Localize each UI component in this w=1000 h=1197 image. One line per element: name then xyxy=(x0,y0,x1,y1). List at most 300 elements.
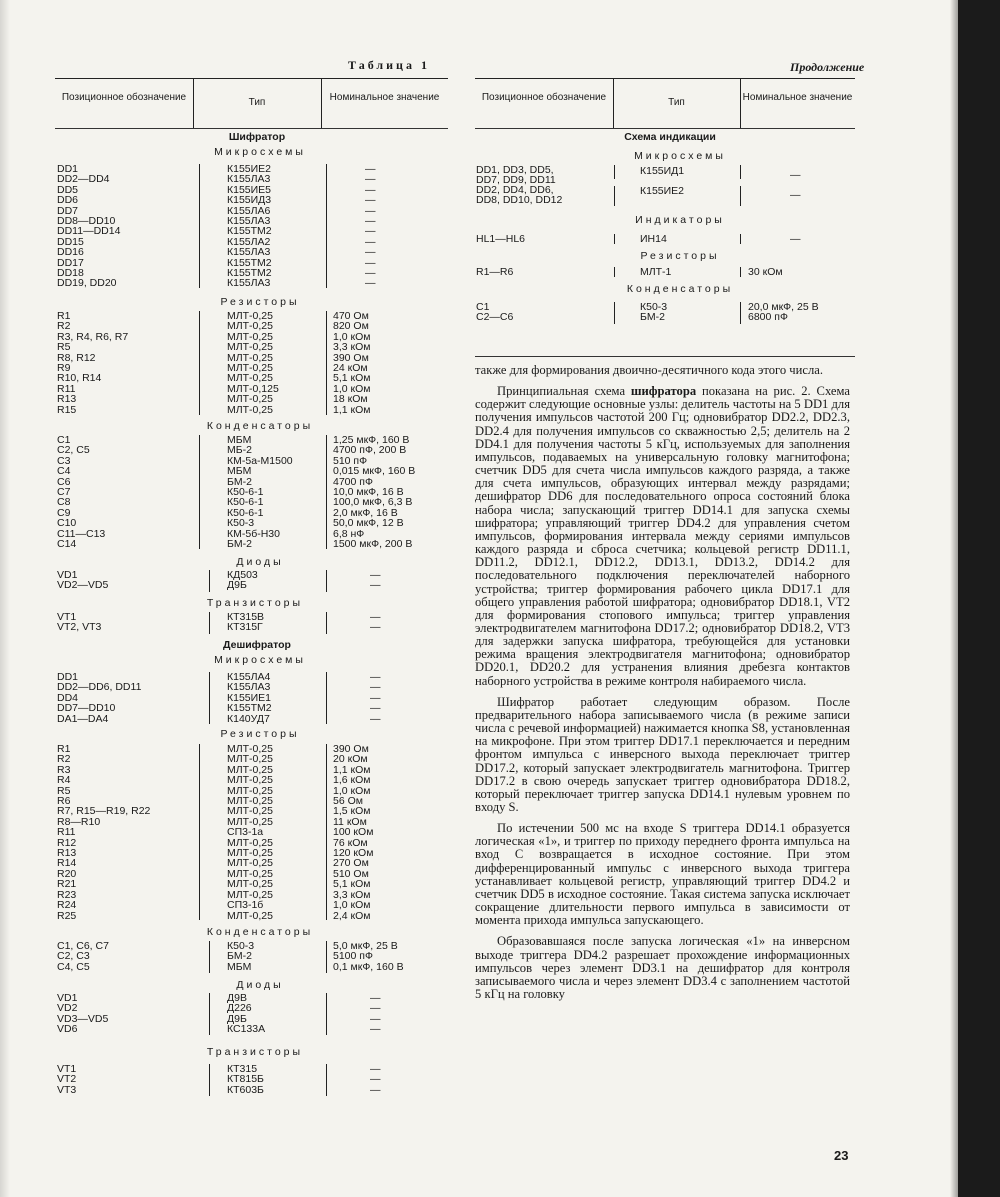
table-cell: МЛТ-0,25 xyxy=(227,320,273,333)
group-title: Шифратор xyxy=(228,131,286,143)
column-rule xyxy=(209,612,210,634)
table-cell: VD6 xyxy=(57,1023,78,1036)
table-cell: 0,015 мкФ, 160 В xyxy=(333,465,416,478)
designator-column xyxy=(57,941,109,972)
table-cell: МЛТ-0,25 xyxy=(227,774,273,787)
paragraph-run: показана на рис. 2. Схема содержит следующие основные узлы: делитель частоты на 5 DD1 для получения импульсов частотой 200 Гц; одновибратор DD2.2, DD2.3, DD2.4 для получения импульсов со скважностью 2,5; делитель на 2 DD4.1 для получения частоты 5 кГц, используемых для заполнения импульсов, подаваемых на универсальную головку магнитофона; счетчик DD5 для счета числа импульсов каждого разряда, а также для счета импульсов, образующих интервал между разрядами; дешифратор DD6 для последовательного опроса состояний блока набора числа; запускающий триггер DD14.1 для запуска схемы шифратора; управляющий триггер DD4.2 для управления счетом импульсов, формирования интервала между сериями импульсов каждого разряда и сброса счетчика; кольцевой регистр DD11.1, DD11.2, DD12.1, DD12.2, DD13.1, DD13.2, DD14.2 для последовательного подключения переключателей наборного устройства; триггер формирования рабочего цикла DD17.1 для общего управления работой шифратора; одновибратор DD18.1, VT2 для формирования стопового импульса; триггер управления электродвигателем магнитофона DD17.2; одновибратор DD18.2, VT3 для задержки запуска шифратора, требующейся для установки режима вращения электродвигателя магнитофона; одновибратор DD20.1, DD20.2 для устранения влияния дребезга контактов наборного устройства в режиме контроля набираемого числа. xyxy=(475,384,850,688)
table-cell: C2, C3 xyxy=(57,950,90,963)
table-cell: МЛТ-0,25 xyxy=(227,795,273,808)
table-cell: К50-3 xyxy=(227,517,255,530)
table-cell: DD6 xyxy=(57,194,79,207)
column-rule xyxy=(326,744,327,920)
table-cell: R13 xyxy=(57,847,77,860)
table-cell: 1,5 кОм xyxy=(333,805,371,818)
table-cell: МЛТ-0,25 xyxy=(227,753,273,766)
paragraph: Шифратор работает следующим образом. После предварительного набора записываемого числа (в режиме записи числа с речевой информацией) нажимается кнопка S8, установленная на микрофоне. При этом триггер DD17.1 переключается и передним фронтом импульса с инверсного выхода переключает триггер DD17.2, который запускает электродвигатель магнитофона. Триггер DD17.2 в свою очередь запускает триггер одновибратора DD18.2, который переключает триггер запуска DD14.1 нулевым уровнем по входу S. xyxy=(475,694,850,814)
table-cell: DD8, DD10, DD12 xyxy=(476,194,563,206)
table-cell: 470 Ом xyxy=(333,310,369,322)
table-cell: Д9Б xyxy=(227,1012,247,1025)
designator-column xyxy=(57,164,120,289)
table-cell: C6 xyxy=(57,475,71,488)
group-subtitle: Конденсаторы xyxy=(626,283,734,295)
table-cell: МЛТ-0,25 xyxy=(227,784,273,797)
designator-column xyxy=(57,612,101,633)
table-cell: 820 Ом xyxy=(333,320,369,333)
table-cell: 6,8 нФ xyxy=(333,527,365,540)
table-header-rule xyxy=(55,128,448,129)
table-cell: 100 кОм xyxy=(333,826,374,839)
value-column xyxy=(370,570,381,591)
value-cell: — xyxy=(790,189,801,201)
table-cell: DD18 xyxy=(57,267,84,280)
table-cell: — xyxy=(370,1023,381,1036)
table-cell: БМ-2 xyxy=(227,538,252,551)
column-rule xyxy=(326,311,327,415)
column-rule xyxy=(326,993,327,1035)
table-cell: DD4 xyxy=(57,691,79,704)
table-cell: КМ-5б-Н30 xyxy=(227,527,280,540)
table-cell: VD3—VD5 xyxy=(57,1012,109,1025)
table-cell: — xyxy=(365,194,376,207)
table-cell: 2,4 кОм xyxy=(333,909,371,922)
column-rule xyxy=(199,311,200,415)
table-cell: МЛТ-0,25 xyxy=(227,743,273,755)
table-cell: DD7 xyxy=(57,204,79,217)
table-cell: — xyxy=(365,204,376,217)
group-title: Дешифратор xyxy=(223,639,291,651)
value-column xyxy=(333,435,415,549)
table-cell: МЛТ-0,25 xyxy=(227,763,273,776)
table-cell: R20 xyxy=(57,867,77,880)
table-cell: — xyxy=(370,1073,381,1086)
table-cell: К140УД7 xyxy=(227,712,270,725)
type-column xyxy=(227,1064,264,1095)
column-rule xyxy=(740,267,741,277)
value-column xyxy=(365,164,376,289)
table-cell: МЛТ-0,25 xyxy=(227,805,273,818)
table-cell: МЛТ-0,25 xyxy=(227,836,273,849)
column-rule xyxy=(199,164,200,288)
page-number: 23 xyxy=(834,1148,849,1163)
column-rule xyxy=(326,612,327,634)
value-cell: — xyxy=(790,169,801,181)
table-cell: — xyxy=(370,579,381,592)
column-rule xyxy=(326,1064,327,1096)
table-cell: DD2, DD4, DD6, xyxy=(476,184,554,196)
table-cell: 1500 мкФ, 200 В xyxy=(333,538,413,551)
group-subtitle: Резисторы xyxy=(220,728,300,740)
table-cell: КТ603Б xyxy=(227,1083,264,1096)
group-subtitle: Резисторы xyxy=(220,296,300,308)
table-cell: — xyxy=(370,712,381,725)
table-cell: 20,0 мкФ, 25 В xyxy=(748,301,819,313)
value-cell: — xyxy=(790,233,801,245)
table-cell: DD2—DD4 xyxy=(57,173,110,186)
table-cell: КС133А xyxy=(227,1023,266,1036)
table-cell: 390 Ом xyxy=(333,743,369,755)
table-cell: R3 xyxy=(57,763,71,776)
group-subtitle: Микросхемы xyxy=(634,150,726,162)
table-cell: R8—R10 xyxy=(57,815,101,828)
table-cell: МЛТ-0,25 xyxy=(227,815,273,828)
table-cell: БМ-2 xyxy=(640,311,665,324)
table-cell: R9 xyxy=(57,362,71,375)
type-column xyxy=(227,744,273,921)
table-cell: 510 пФ xyxy=(333,454,368,467)
column-rule xyxy=(326,570,327,592)
table-cell: МЛТ-0,125 xyxy=(227,382,279,395)
table-cell: DD7—DD10 xyxy=(57,702,116,715)
table-cell: VT1 xyxy=(57,611,77,623)
value-column xyxy=(370,612,381,633)
column-rule xyxy=(614,267,615,277)
table-cell: C7 xyxy=(57,486,71,499)
table-cell: 120 кОм xyxy=(333,847,374,860)
column-rule xyxy=(199,435,200,549)
table-cell: DD7, DD9, DD11 xyxy=(476,174,556,186)
table-top-rule xyxy=(55,78,448,79)
group-subtitle: Микросхемы xyxy=(214,146,306,158)
column-rule xyxy=(209,570,210,592)
table-cell: 2,0 мкФ, 16 В xyxy=(333,506,398,519)
table-cell: — xyxy=(370,1002,381,1015)
page-left-edge-shadow xyxy=(0,0,10,1197)
header-value: Номинальное значение xyxy=(329,92,440,103)
table-cell: 10,0 мкФ, 16 В xyxy=(333,486,404,499)
table-cell: БМ-2 xyxy=(227,475,252,488)
designator-column xyxy=(57,1064,76,1095)
table-cell: К155ТМ2 xyxy=(227,225,272,238)
group-subtitle: Диоды xyxy=(236,979,284,991)
table-cell: DD8—DD10 xyxy=(57,215,116,228)
table-cell: 1,0 кОм xyxy=(333,330,371,343)
table-cell: К155ЛА3 xyxy=(227,681,271,694)
table-cell: 0,1 мкФ, 160 В xyxy=(333,960,404,973)
table-header-rule xyxy=(475,128,855,129)
table-cell: Д226 xyxy=(227,1002,252,1015)
table-cell: R10, R14 xyxy=(57,372,102,385)
table-cell: C4 xyxy=(57,465,71,478)
table-cell: C10 xyxy=(57,517,77,530)
table-cell: К155ЛА6 xyxy=(227,204,271,217)
table-cell: — xyxy=(365,267,376,280)
paragraph: Образовавшаяся после запуска логическая «1» на инверсном выходе триггера DD4.2 разрешает прохождение информационных импульсов через элемент DD3.1 на дешифратор для контроля записываемого числа и через элемент DD3.4 с заполнением частотой 5 кГц на головку xyxy=(475,934,850,1002)
continuation-caption: Продолжение xyxy=(790,60,865,74)
table-cell: R2 xyxy=(57,753,71,766)
table-cell: К50-3 xyxy=(227,940,255,952)
value-column xyxy=(333,941,404,972)
column-rule xyxy=(209,1064,210,1096)
table-cell: — xyxy=(365,163,376,175)
table-cell: МЛТ-0,25 xyxy=(227,847,273,860)
table-cell: C1 xyxy=(57,434,71,446)
value-column xyxy=(370,1064,381,1095)
table-cell: 56 Ом xyxy=(333,795,363,808)
table-cell: R1 xyxy=(57,743,71,755)
designator-column xyxy=(57,435,105,549)
table-cell: КТ315 xyxy=(227,1063,258,1075)
type-column xyxy=(227,941,254,972)
paragraph-run: Принципиальная схема xyxy=(497,384,631,399)
table-cell: МЛТ-0,25 xyxy=(227,341,273,354)
table-cell: К155ИЕ1 xyxy=(227,691,272,704)
table-cell: R2 xyxy=(57,320,71,333)
table-cell: К155ТМ2 xyxy=(227,256,272,269)
group-title: Схема индикации xyxy=(624,131,716,143)
table-cell: К155ЛА3 xyxy=(227,215,271,228)
table-cell: 3,3 кОм xyxy=(333,888,371,901)
header-type: Тип xyxy=(668,97,685,108)
value-column xyxy=(333,311,371,415)
table-cell: R5 xyxy=(57,784,71,797)
table-cell: C3 xyxy=(57,454,71,467)
table-cell: VD2—VD5 xyxy=(57,579,109,592)
table-cell: КД503 xyxy=(227,569,258,581)
value-column xyxy=(370,672,381,724)
table-cell: К155ЛА4 xyxy=(227,671,271,683)
table-cell: R7, R15—R19, R22 xyxy=(57,805,151,818)
value-column xyxy=(333,744,373,921)
table-cell: — xyxy=(370,1012,381,1025)
column-rule xyxy=(614,165,615,179)
table-cell: 20 кОм xyxy=(333,753,368,766)
table-cell: R15 xyxy=(57,403,77,416)
designator-column xyxy=(57,570,108,591)
table-cell: — xyxy=(365,235,376,248)
table-cell: СП3-1б xyxy=(227,899,264,912)
table-header-divider xyxy=(740,78,741,128)
table-cell: R6 xyxy=(57,795,71,808)
table-cell: КМ-5а-М1500 xyxy=(227,454,293,467)
table-cell: МЛТ-0,25 xyxy=(227,393,273,406)
emphasis-term: шифратора xyxy=(630,384,697,399)
designator-column xyxy=(57,672,141,724)
type-column xyxy=(640,302,667,323)
table-cell: 5100 пФ xyxy=(333,950,373,963)
table-cell: DD1 xyxy=(57,671,79,683)
table-cell: КТ315Г xyxy=(227,621,263,634)
table-cell: — xyxy=(365,246,376,259)
group-subtitle: Транзисторы xyxy=(206,597,304,609)
value-column xyxy=(370,993,381,1035)
table-cell: МЛТ-0,25 xyxy=(227,310,273,322)
group-subtitle: Транзисторы xyxy=(206,1046,304,1058)
table-cell: VD1 xyxy=(57,992,78,1004)
column-rule xyxy=(209,672,210,724)
table-cell: МЛТ-0,25 xyxy=(227,351,273,364)
type-column xyxy=(227,164,272,289)
column-rule xyxy=(326,672,327,724)
table-cell: — xyxy=(370,621,381,634)
table-cell: R8, R12 xyxy=(57,351,96,364)
table-cell: К155ЛА3 xyxy=(227,277,271,290)
table-cell: R14 xyxy=(57,857,77,870)
table-cell: К155ЛА2 xyxy=(227,235,271,248)
table-cell: 100,0 мкФ, 6,3 В xyxy=(333,496,413,509)
table-cell: БМ-2 xyxy=(227,950,252,963)
table-cell: МБМ xyxy=(227,960,252,973)
table-cell: МЛТ-0,25 xyxy=(227,867,273,880)
table-cell: DD11—DD14 xyxy=(57,225,121,238)
table-cell: К50-6-1 xyxy=(227,496,264,509)
table-cell: К50-3 xyxy=(640,301,668,313)
table-cell: DD2—DD6, DD11 xyxy=(57,681,142,694)
group-subtitle: Индикаторы xyxy=(635,214,725,226)
designator-cell: R1—R6 xyxy=(476,266,514,278)
group-subtitle: Резисторы xyxy=(640,250,720,262)
designator-column xyxy=(57,744,150,921)
table-cell: МЛТ-0,25 xyxy=(227,362,273,375)
table-cell: R4 xyxy=(57,774,71,787)
paragraph: также для формирования двоично-десятичного кода этого числа. xyxy=(475,363,823,377)
table-cell: — xyxy=(370,569,381,581)
table-cell: VT1 xyxy=(57,1063,77,1075)
column-rule xyxy=(740,302,741,324)
table-cell: МЛТ-0,25 xyxy=(227,888,273,901)
table-cell: VD2 xyxy=(57,1002,78,1015)
value-column xyxy=(748,302,819,323)
table-cell: C2, C5 xyxy=(57,444,90,457)
table-cell: 390 Ом xyxy=(333,351,369,364)
table-cell: 1,25 мкФ, 160 В xyxy=(333,434,410,446)
column-rule xyxy=(326,941,327,973)
table-cell: — xyxy=(365,173,376,186)
column-rule xyxy=(614,234,615,244)
table-cell: C1, C6, C7 xyxy=(57,940,109,952)
table-cell: Д9В xyxy=(227,992,247,1004)
table-header-divider xyxy=(321,78,322,128)
header-designator: Позиционное обозначение xyxy=(481,92,607,103)
designator-column xyxy=(57,993,108,1035)
type-cell: МЛТ-1 xyxy=(640,266,672,278)
table-cell: 18 кОм xyxy=(333,393,368,406)
table-cell: R25 xyxy=(57,909,77,922)
table-cell: МБМ xyxy=(227,465,252,478)
type-column xyxy=(227,612,264,633)
table-cell: — xyxy=(370,702,381,715)
column-rule xyxy=(326,435,327,549)
table-cell: 3,3 кОм xyxy=(333,341,371,354)
header-designator: Позиционное обозначение xyxy=(61,92,187,103)
table-cell: 1,1 кОм xyxy=(333,763,371,776)
type-column xyxy=(227,570,258,591)
table-cell: DD17 xyxy=(57,256,84,269)
column-rule xyxy=(209,993,210,1035)
table-cell: DD1 xyxy=(57,163,79,175)
table-cell: 1,0 кОм xyxy=(333,784,371,797)
table-cell: VD1 xyxy=(57,569,78,581)
table-cell: VT3 xyxy=(57,1083,77,1096)
table-cell: C1 xyxy=(476,301,490,313)
table-cell: 11 кОм xyxy=(333,815,367,828)
table-cell: R12 xyxy=(57,836,77,849)
table-cell: К155ИЕ2 xyxy=(227,163,272,175)
table-cell: R13 xyxy=(57,393,77,406)
designator-column xyxy=(476,302,513,323)
table-cell: Д9Б xyxy=(227,579,247,592)
value-cell: 30 кОм xyxy=(748,266,783,278)
table-cell: R21 xyxy=(57,878,77,891)
table-cell: 24 кОм xyxy=(333,362,368,375)
table-cell: C14 xyxy=(57,538,77,551)
table-caption: Таблица 1 xyxy=(348,58,430,72)
table-cell: R11 xyxy=(57,826,76,839)
type-column xyxy=(227,672,272,724)
table-cell: 5,1 кОм xyxy=(333,878,371,891)
table-cell: DA1—DA4 xyxy=(57,712,109,725)
table-cell: К155ЛА3 xyxy=(227,173,271,186)
table-cell: — xyxy=(370,1083,381,1096)
table-cell: — xyxy=(370,691,381,704)
column-rule xyxy=(740,186,741,206)
table-cell: К50-6-1 xyxy=(227,486,264,499)
table-cell: R1 xyxy=(57,310,71,322)
table-cell: 1,0 кОм xyxy=(333,382,371,395)
table-cell: СП3-1а xyxy=(227,826,264,839)
table-bottom-rule xyxy=(475,356,855,357)
column-rule xyxy=(740,234,741,244)
table-cell: R11 xyxy=(57,382,76,395)
type-cell: К155ИД1 xyxy=(640,165,685,177)
table-cell: МЛТ-0,25 xyxy=(227,878,273,891)
table-cell: МБМ xyxy=(227,434,252,446)
type-cell: К155ИЕ2 xyxy=(640,185,685,197)
table-cell: 6800 пФ xyxy=(748,311,788,324)
table-cell: — xyxy=(370,992,381,1004)
header-type: Тип xyxy=(248,97,266,108)
table-cell: R24 xyxy=(57,899,77,912)
table-cell: 50,0 мкФ, 12 В xyxy=(333,517,404,530)
table-cell: МЛТ-0,25 xyxy=(227,857,273,870)
designator-column xyxy=(57,311,128,415)
table-cell: К155ЛА3 xyxy=(227,246,271,259)
type-cell: ИН14 xyxy=(640,233,667,245)
table-cell: К155ТМ2 xyxy=(227,702,272,715)
designator-column xyxy=(476,165,562,205)
column-rule xyxy=(199,744,200,920)
column-rule xyxy=(614,186,615,206)
table-cell: 1,0 кОм xyxy=(333,899,371,912)
paragraph xyxy=(475,385,850,688)
body-text xyxy=(475,364,850,1009)
table-cell: 1,6 кОм xyxy=(333,774,371,787)
table-cell: DD15 xyxy=(57,235,84,248)
table-cell: 270 Ом xyxy=(333,857,369,870)
column-rule xyxy=(740,165,741,179)
table-cell: МЛТ-0,25 xyxy=(227,330,273,343)
table-cell: VT2 xyxy=(57,1073,77,1086)
table-cell: VT2, VT3 xyxy=(57,621,102,634)
table-cell: 1,1 кОм xyxy=(333,403,371,416)
table-cell: DD5 xyxy=(57,183,79,196)
table-cell: — xyxy=(365,277,376,290)
table-cell: — xyxy=(365,256,376,269)
table-cell: К155ТМ2 xyxy=(227,267,272,280)
table-cell: R3, R4, R6, R7 xyxy=(57,330,129,343)
table-cell: C2—C6 xyxy=(476,311,514,324)
table-top-rule xyxy=(475,78,855,79)
table-cell: — xyxy=(370,681,381,694)
table-cell: МБ-2 xyxy=(227,444,252,457)
table-cell: — xyxy=(370,671,381,683)
table-cell: 5,0 мкФ, 25 В xyxy=(333,940,398,952)
column-rule xyxy=(326,164,327,288)
book-spine-shadow xyxy=(958,0,1000,1197)
group-subtitle: Микросхемы xyxy=(214,654,306,666)
table-cell: R23 xyxy=(57,888,77,901)
table-cell: МЛТ-0,25 xyxy=(227,372,273,385)
table-cell: — xyxy=(370,1063,381,1075)
